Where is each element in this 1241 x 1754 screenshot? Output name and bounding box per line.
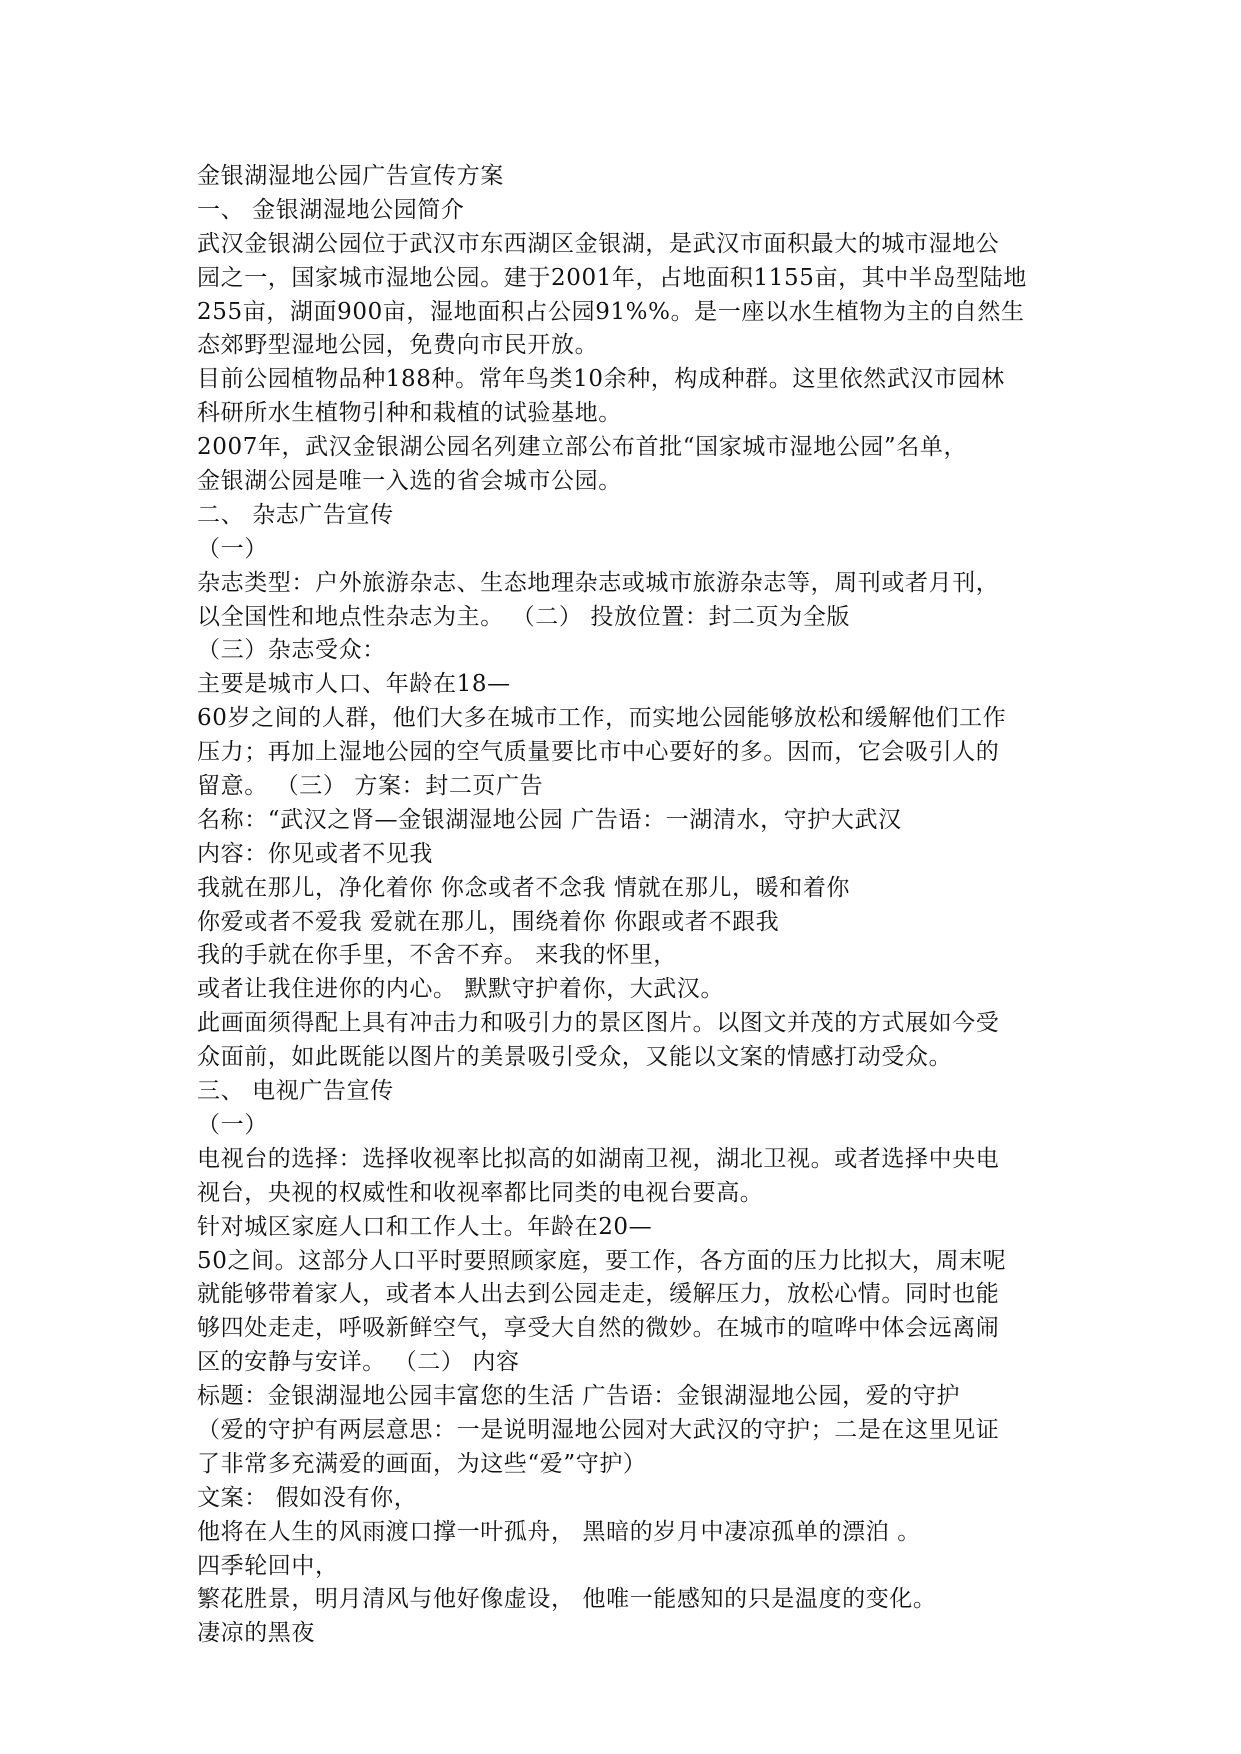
text-line: 杂志类型：户外旅游杂志、生态地理杂志或城市旅游杂志等，周刊或者月刊， [197,569,1000,596]
text-line: 以全国性和地点性杂志为主。 （二） 投放位置：封二页为全版 [197,603,851,630]
text-line: 态郊野型湿地公园，免费向市民开放。 [197,332,599,359]
text-line: （一） [197,1111,268,1138]
text-line: 压力；再加上湿地公园的空气质量要比市中心要好的多。因而，它会吸引人的 [197,739,1000,766]
document-body [197,160,1055,1651]
text-line: 60岁之间的人群，他们大多在城市工作，而实地公园能够放松和缓解他们工作 [197,705,1007,732]
text-line: 他将在人生的风雨渡口撑一叶孤舟， 黑暗的岁月中凄凉孤单的漂泊 。 [197,1518,921,1545]
text-line: 够四处走走，呼吸新鲜空气，享受大自然的微妙。在城市的喧哗中体会远离闹 [197,1315,1000,1342]
text-line: 科研所水生植物引种和栽植的试验基地。 [197,400,622,427]
document-title: 金银湖湿地公园广告宣传方案 [197,163,504,189]
text-line: 金银湖公园是唯一入选的省会城市公园。 [197,468,622,495]
text-line: 内容：你见或者不见我 [197,840,433,867]
text-line: 电视台的选择：选择收视率比拟高的如湖南卫视，湖北卫视。或者选择中央电 [197,1145,1000,1172]
text-line: 视台，央视的权威性和收视率都比同类的电视台要高。 [197,1179,764,1206]
text-line: （三）杂志受众： [197,637,386,664]
section-heading: 一、 金银湖湿地公园简介 [197,196,465,223]
text-line: 主要是城市人口、年龄在18— [197,671,511,698]
text-line: 2007年，武汉金银湖公园名列建立部公布首批“国家城市湿地公园”名单， [197,434,968,461]
text-line: 凄凉的黑夜 [197,1620,315,1647]
text-line: （一） [197,535,268,562]
text-line: 我就在那儿，净化着你 你念或者不念我 情就在那儿，暖和着你 [197,874,851,901]
text-line: 我的手就在你手里，不舍不弃。 来我的怀里， [197,942,677,969]
section-heading: 三、 电视广告宣传 [197,1078,394,1105]
text-line: 了非常多充满爱的画面，为这些“爱”守护） [197,1450,647,1477]
section-heading: 二、 杂志广告宣传 [197,501,394,528]
text-line: 区的安静与安详。 （二） 内容 [197,1349,520,1376]
text-line: 名称：“武汉之肾—金银湖湿地公园 广告语：一湖清水，守护大武汉 [197,806,902,833]
text-line: 或者让我住进你的内心。 默默守护着你，大武汉。 [197,976,725,1003]
text-line: 255亩，湖面900亩，湿地面积占公园91%%。是一座以水生植物为主的自然生 [197,298,1025,325]
text-line: 50之间。这部分人口平时要照顾家庭，要工作，各方面的压力比拟大，周末呢 [197,1247,1007,1274]
text-line: 文案： 假如没有你， [197,1484,418,1511]
text-line: 就能够带着家人，或者本人出去到公园走走，缓解压力，放松心情。同时也能 [197,1281,1000,1308]
text-line: 针对城区家庭人口和工作人士。年龄在20— [197,1213,653,1240]
text-line: 武汉金银湖公园位于武汉市东西湖区金银湖，是武汉市面积最大的城市湿地公 [197,230,1000,257]
text-line: 此画面须得配上具有冲击力和吸引力的景区图片。以图文并茂的方式展如今受 [197,1010,1000,1037]
text-line: 繁花胜景，明月清风与他好像虚设， 他唯一能感知的只是温度的变化。 [197,1586,937,1613]
text-line: 园之一，国家城市湿地公园。建于2001年，占地面积1155亩，其中半岛型陆地 [197,264,1027,291]
text-line: 四季轮回中， [197,1552,339,1579]
text-line: （爱的守护有两层意思：一是说明湿地公园对大武汉的守护；二是在这里见证 [197,1416,1000,1443]
text-line: 留意。 （三） 方案：封二页广告 [197,773,544,800]
text-line: 众面前，如此既能以图片的美景吸引受众，又能以文案的情感打动受众。 [197,1044,953,1071]
text-line: 你爱或者不爱我 爱就在那儿，围绕着你 你跟或者不跟我 [197,908,780,935]
text-line: 标题：金银湖湿地公园丰富您的生活 广告语：金银湖湿地公园，爱的守护 [197,1383,961,1410]
text-line: 目前公园植物品种188种。常年鸟类10余种，构成种群。这里依然武汉市园林 [197,366,1005,393]
